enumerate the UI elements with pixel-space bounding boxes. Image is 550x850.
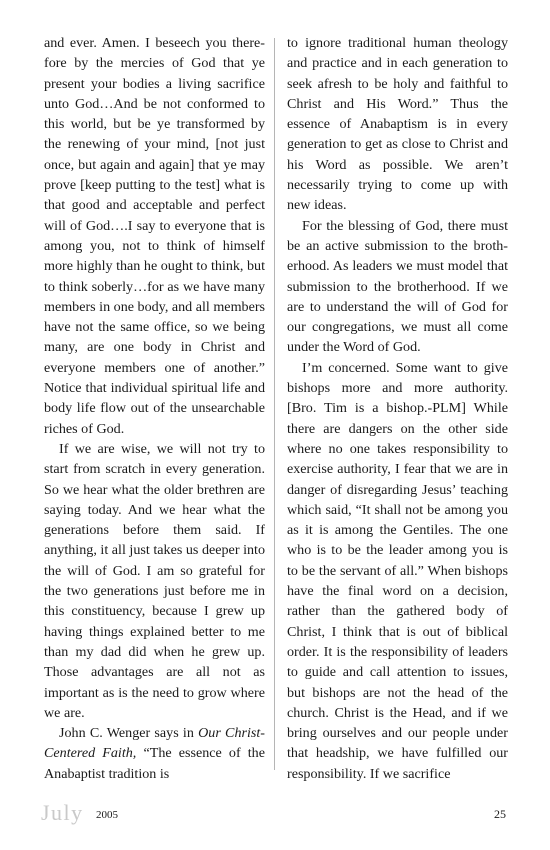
- paragraph-wenger-quote: [44, 723, 265, 784]
- right-column: [287, 33, 508, 784]
- paragraph-text: John C. Wenger says in: [59, 725, 199, 742]
- paragraph: If we are wise, we will not try to start from scratch in every generation. So we hear what the older brethren are saying today. And we hear what the generations before them said. If anything, it all just takes us deeper into the will of God. I am so grateful for the two generations just before me in this constituency, because I grew up having things explained better to me than my dad did when he grew up. Those advantages are all not as important as is the need to grow where we are.: [44, 440, 265, 721]
- page-number: 25: [494, 807, 506, 821]
- left-column: [44, 33, 265, 784]
- paragraph: and ever. Amen. I beseech you therefore by the mercies of God that ye present your bodies a living sacrifice unto God…And be not conformed to this world, but be ye transformed by the renewing of your mind, [not just once, but again and again] that ye may prove [keep putting to the test] what is that good and acceptable and perfect will of God….I say to everyone that is among you, not to think of himself more highly than he ought to think, but to think soberly…for as we have many members in one body, and all members have not the same office, so we being many, are one body in Christ and everyone members one of another.” Notice that individual spiritual life and body life flow out of the unsearchable riches of God.: [44, 35, 266, 437]
- paragraph: to ignore traditional human theology and practice and in each generation to seek afresh to be holy and faithful to Christ and His Word.” Thus the essence of Anabaptism is in every generation to get as close to Christ and his Word as possible. We aren’t necessarily trying to come up with new ideas.: [287, 35, 508, 214]
- paragraph: For the blessing of God, there must be an active submission to the brotherhood. As leaders we must model that submission to the brotherhood. If we are to understand the will of God for our congregations, we must all come under the Word of God.: [287, 217, 508, 356]
- paragraph: I’m concerned. Some want to give bishops more and more authority. [Bro. Tim is a bishop.-PLM] While there are dangers on the other side where no one takes responsibility to exercise authority, I fear that we are in danger of disregarding Jesus’ teaching which said, “It shall not be among you as it is among the Gentiles. The one who is to be the leader among you is to be the servant of all.” When bishops have the final word on a decision, rather than the gathered body of Christ, I think that is out of biblical order. It is the responsibility of leaders to guide and call attention to issues, but bishops are not the head of the church. Christ is the Head, and if we bring ourselves and our people under that headship, we have fulfilled our responsibility. If we sacrifice: [287, 359, 508, 782]
- paragraph-text: “The essence of the Anabaptist tradition is: [44, 745, 265, 782]
- book-title: Our Christ-Centered Faith,: [44, 725, 265, 762]
- footer-month: July: [41, 800, 84, 825]
- column-divider: [274, 38, 275, 770]
- footer-year: 2005: [96, 809, 118, 821]
